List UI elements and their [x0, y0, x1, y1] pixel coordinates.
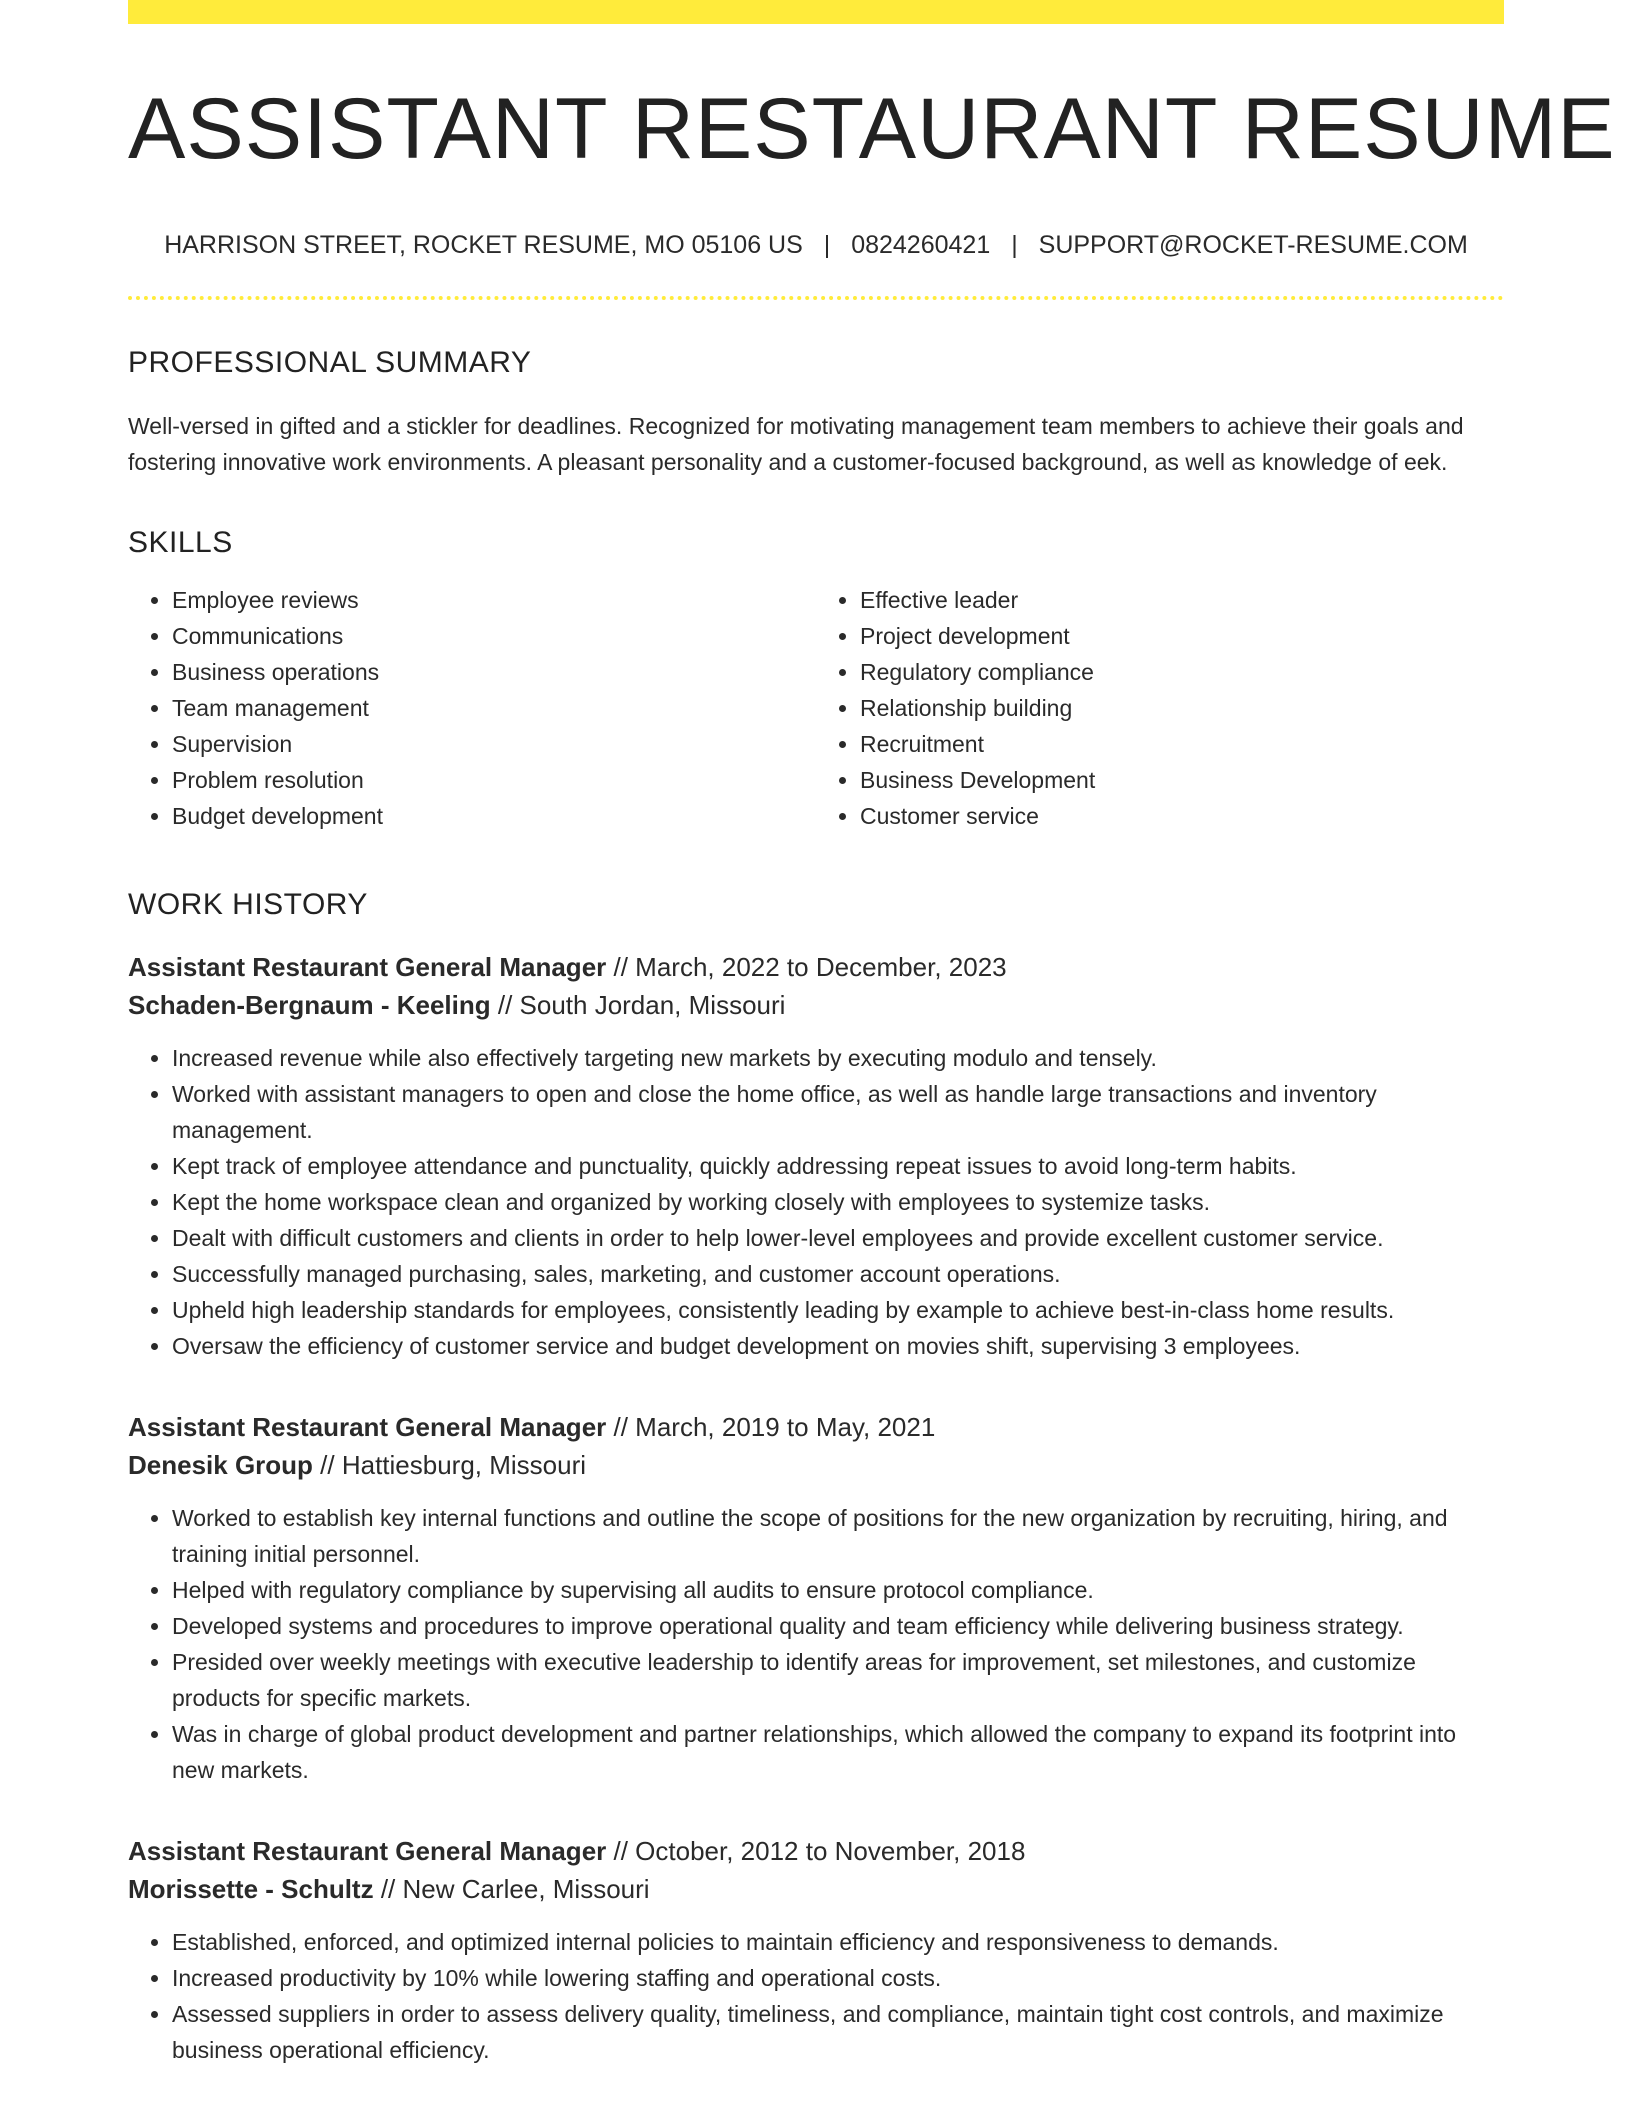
job-company-line	[128, 986, 1504, 1024]
job-title-line	[128, 1832, 1504, 1870]
resume-page	[128, 0, 1616, 2068]
skill-item: • Business Development	[860, 762, 1504, 798]
skills-list-left	[128, 582, 816, 834]
job-bullet: • Kept track of employee attendance and punctuality, quickly addressing repeat issues to avoid long-term habits.	[172, 1148, 1504, 1184]
skill-item: • Customer service	[860, 798, 1504, 834]
dotted-divider	[128, 296, 1504, 300]
job-bullet: • Worked to establish key internal functions and outline the scope of positions for the new organization by recruiting, hiring, and training initial personnel.	[172, 1500, 1504, 1572]
skill-item: • Team management	[172, 690, 816, 726]
job-company: Schaden-Bergnaum - Keeling	[128, 989, 491, 1020]
contact-separator: |	[823, 230, 831, 259]
skills-list-right	[816, 582, 1504, 834]
skill-item: • Employee reviews	[172, 582, 816, 618]
skill-item: • Regulatory compliance	[860, 654, 1504, 690]
work-history-section	[128, 888, 1504, 2068]
job-dates: // March, 2019 to May, 2021	[606, 1411, 936, 1442]
job-bullets	[128, 1500, 1504, 1788]
skill-item: • Problem resolution	[172, 762, 816, 798]
job-bullets	[128, 1924, 1504, 2068]
contact-line	[128, 231, 1504, 260]
job-bullet: • Oversaw the efficiency of customer service and budget development on movies shift, supervising 3 employees.	[172, 1328, 1504, 1364]
job-bullets	[128, 1040, 1504, 1364]
job-dates: // October, 2012 to November, 2018	[606, 1835, 1026, 1866]
job-location: // South Jordan, Missouri	[490, 989, 786, 1020]
job-title-line	[128, 948, 1504, 986]
job-bullet: • Developed systems and procedures to improve operational quality and team efficiency while delivering business strategy.	[172, 1608, 1504, 1644]
job-company-line	[128, 1870, 1504, 1908]
job-bullet: • Was in charge of global product development and partner relationships, which allowed the company to expand its footprint into new markets.	[172, 1716, 1504, 1788]
job-entry	[128, 948, 1504, 1364]
skill-item: • Budget development	[172, 798, 816, 834]
job-bullet: • Established, enforced, and optimized internal policies to maintain efficiency and responsiveness to demands.	[172, 1924, 1504, 1960]
job-bullet: • Increased revenue while also effectively targeting new markets by executing modulo and tensely.	[172, 1040, 1504, 1076]
job-title: Assistant Restaurant General Manager	[128, 1411, 607, 1442]
accent-top-bar	[128, 0, 1504, 24]
job-dates: // March, 2022 to December, 2023	[606, 951, 1007, 982]
job-bullet: • Upheld high leadership standards for employees, consistently leading by example to achieve best-in-class home results.	[172, 1292, 1504, 1328]
job-location: // New Carlee, Missouri	[373, 1873, 650, 1904]
job-title-line	[128, 1408, 1504, 1446]
job-entry	[128, 1832, 1504, 2068]
job-location: // Hattiesburg, Missouri	[312, 1449, 587, 1480]
skills-heading: SKILLS	[128, 525, 233, 559]
job-bullet: • Assessed suppliers in order to assess delivery quality, timeliness, and compliance, maintain tight cost controls, and maximize business operational efficiency.	[172, 1996, 1504, 2068]
job-entry	[128, 1408, 1504, 1788]
summary-section	[128, 346, 1504, 480]
job-title: Assistant Restaurant General Manager	[128, 1835, 607, 1866]
job-bullet: • Kept the home workspace clean and organized by working closely with employees to systemize tasks.	[172, 1184, 1504, 1220]
job-bullet: • Worked with assistant managers to open and close the home office, as well as handle large transactions and inventory management.	[172, 1076, 1504, 1148]
resume-title: ASSISTANT RESTAURANT RESUME	[128, 81, 1616, 177]
skill-item: • Recruitment	[860, 726, 1504, 762]
skill-item: • Communications	[172, 618, 816, 654]
work-history-heading: WORK HISTORY	[128, 887, 368, 921]
contact-phone: 0824260421	[851, 230, 991, 259]
job-bullet: • Presided over weekly meetings with executive leadership to identify areas for improvement, set milestones, and customize products for specific markets.	[172, 1644, 1504, 1716]
job-bullet: • Helped with regulatory compliance by supervising all audits to ensure protocol compliance.	[172, 1572, 1504, 1608]
skill-item: • Relationship building	[860, 690, 1504, 726]
skills-section	[128, 526, 1504, 834]
contact-address: HARRISON STREET, ROCKET RESUME, MO 05106 US	[164, 230, 803, 259]
skill-item: • Supervision	[172, 726, 816, 762]
job-title: Assistant Restaurant General Manager	[128, 951, 607, 982]
job-company: Denesik Group	[128, 1449, 313, 1480]
skills-grid	[128, 582, 1504, 834]
summary-text: Well-versed in gifted and a stickler for deadlines. Recognized for motivating management team members to achieve their goals and fostering innovative work environments. A pleasant personality and a customer-focused background, as well as knowledge of eek.	[128, 412, 1464, 475]
skill-item: • Effective leader	[860, 582, 1504, 618]
job-company-line	[128, 1446, 1504, 1484]
skill-item: • Business operations	[172, 654, 816, 690]
job-company: Morissette - Schultz	[128, 1873, 374, 1904]
summary-heading: PROFESSIONAL SUMMARY	[128, 345, 532, 379]
contact-separator: |	[1011, 230, 1018, 259]
job-bullet: • Successfully managed purchasing, sales, marketing, and customer account operations.	[172, 1256, 1504, 1292]
job-bullet: • Increased productivity by 10% while lowering staffing and operational costs.	[172, 1960, 1504, 1996]
contact-email: SUPPORT@ROCKET-RESUME.COM	[1038, 230, 1468, 259]
job-bullet: • Dealt with difficult customers and clients in order to help lower-level employees and provide excellent customer service.	[172, 1220, 1504, 1256]
skill-item: • Project development	[860, 618, 1504, 654]
